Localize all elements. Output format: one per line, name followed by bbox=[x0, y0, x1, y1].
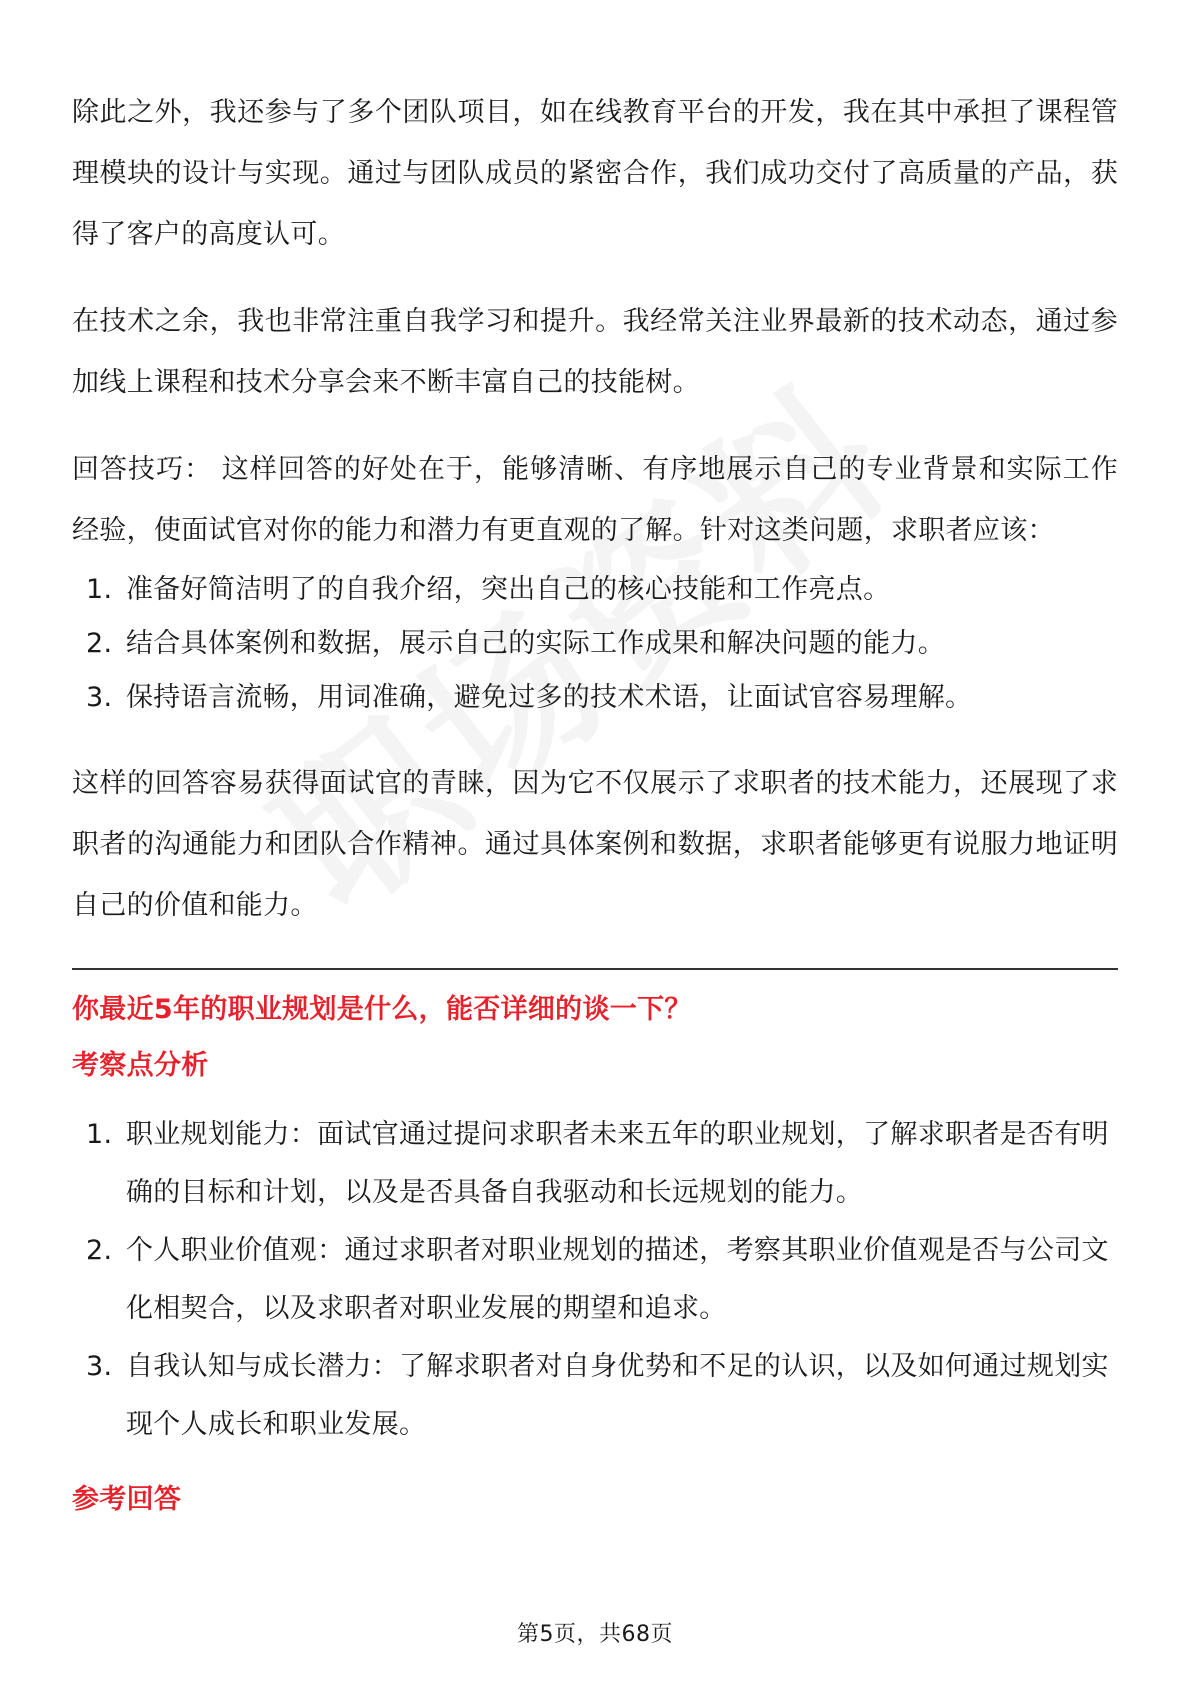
paragraph-summary: 这样的回答容易获得面试官的青睐，因为它不仅展示了求职者的技术能力，还展现了求职者的沟通能力和团队合作精神。通过具体案例和数据，求职者能够更有说服力地证明自己的价值和能力。 bbox=[72, 768, 1118, 921]
list-item bbox=[72, 563, 1118, 617]
analysis-list bbox=[72, 1106, 1118, 1454]
paragraph-answer-tips: 回答技巧： 这样回答的好处在于，能够清晰、有序地展示自己的专业背景和实际工作经验，使面试官对你的能力和潜力有更直观的了解。针对这类问题，求职者应该： bbox=[72, 454, 1118, 546]
list-number: 1. bbox=[86, 574, 113, 605]
answer-heading: 参考回答 bbox=[72, 1484, 182, 1515]
document-page bbox=[72, 82, 1118, 1528]
tips-list bbox=[72, 563, 1118, 725]
list-number: 3. bbox=[86, 1351, 113, 1382]
paragraph-self-learning: 在技术之余，我也非常注重自我学习和提升。我经常关注业界最新的技术动态，通过参加线上课程和技术分享会来不断丰富自己的技能树。 bbox=[72, 306, 1118, 398]
list-item-text: 职业规划能力：面试官通过提问求职者未来五年的职业规划，了解求职者是否有明确的目标和计划，以及是否具备自我驱动和长远规划的能力。 bbox=[126, 1119, 1109, 1208]
page-number: 第5页，共68页 bbox=[517, 1622, 673, 1647]
list-item-text: 自我认知与成长潜力：了解求职者对自身优势和不足的认识，以及如何通过规划实现个人成长和职业发展。 bbox=[126, 1351, 1109, 1440]
list-item-text: 准备好简洁明了的自我介绍，突出自己的核心技能和工作亮点。 bbox=[126, 574, 891, 605]
list-item bbox=[72, 617, 1118, 671]
list-item bbox=[72, 1106, 1118, 1222]
list-item-text: 保持语言流畅，用词准确，避免过多的技术术语，让面试官容易理解。 bbox=[126, 682, 973, 713]
section-divider bbox=[72, 968, 1118, 970]
list-item-text: 个人职业价值观：通过求职者对职业规划的描述，考察其职业价值观是否与公司文化相契合，以及求职者对职业发展的期望和追求。 bbox=[126, 1235, 1109, 1324]
question-title: 你最近5年的职业规划是什么，能否详细的谈一下？ bbox=[72, 994, 692, 1025]
list-number: 2. bbox=[86, 1235, 113, 1266]
list-item bbox=[72, 671, 1118, 725]
list-item bbox=[72, 1338, 1118, 1454]
paragraph-team-projects: 除此之外，我还参与了多个团队项目，如在线教育平台的开发，我在其中承担了课程管理模块的设计与实现。通过与团队成员的紧密合作，我们成功交付了高质量的产品，获得了客户的高度认可。 bbox=[72, 97, 1118, 250]
list-number: 1. bbox=[86, 1119, 113, 1150]
analysis-heading: 考察点分析 bbox=[72, 1050, 209, 1081]
list-item-text: 结合具体案例和数据，展示自己的实际工作成果和解决问题的能力。 bbox=[126, 628, 945, 659]
list-number: 2. bbox=[86, 628, 113, 659]
list-item bbox=[72, 1222, 1118, 1338]
list-number: 3. bbox=[86, 682, 113, 713]
